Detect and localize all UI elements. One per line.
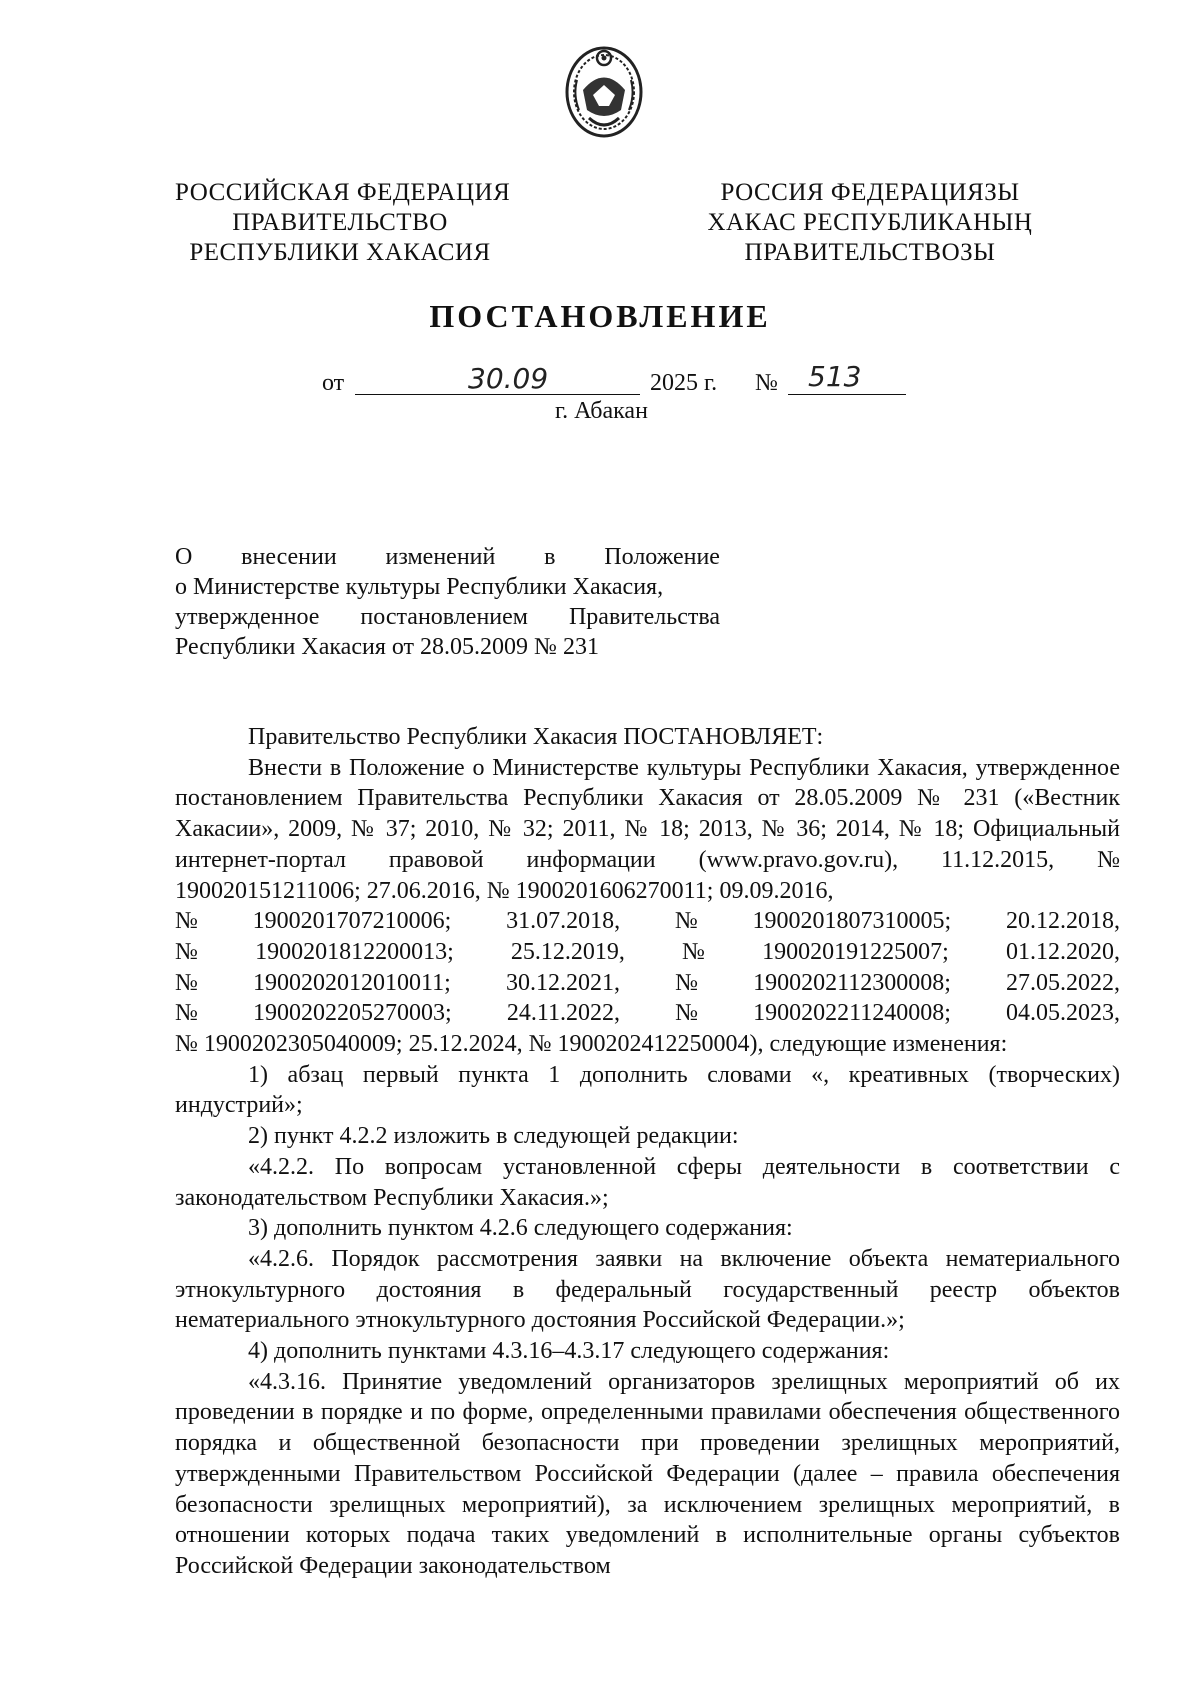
reg-cell: 01.12.2020, [1005,938,1120,965]
reg-cell: № [175,969,198,996]
reg-cell: № [674,908,698,935]
reg-cell: 1900201707210006; [252,908,452,935]
amendment-item-4-text: «4.3.16. Принятие уведомлений организаторов зрелищных мероприятий об их проведении в порядке и по форме, определенными правилами обеспечения общественного порядка и общественной безопасности при проведении зрелищных мероприятий, утвержденными Правительством Российской Федерации (далее – правила обеспечения безопасности зрелищных мероприятий), за исключением зрелищных мероприятий, в отношении которых подача таких уведомлений в исполнительные органы субъектов Российской Федерации законодательством [175,1368,1120,1579]
reg-cell: № [682,938,705,965]
registration-line [175,968,1120,999]
reg-cell: № [175,908,198,935]
subject-word: утвержденное [175,604,320,630]
subject-word: Положение [604,544,720,570]
header-right-line-1: РОССИЯ ФЕДЕРАЦИЯЗЫ [720,179,1020,206]
reg-cell: № [675,969,698,996]
reg-cell: № [175,938,198,965]
reg-cell: 25.12.2019, [510,938,625,965]
reg-cell: 1900201812200013; [255,938,454,965]
subject-word: изменений [385,544,496,570]
registration-line [175,937,1120,968]
header-right-line-2: ХАКАС РЕСПУБЛИКАНЫҢ [707,209,1033,236]
intro-paragraph: Внести в Положение о Министерстве культуры Республики Хакасия, утвержденное постановлением Правительства Республики Хакасия от 28.05.2009 № 231 («Вестник Хакасии», 2009, № 37; 2010, № 32; 2011, № 18; 2013, № 36; 2014, № 18; Официальный интернет-портал правовой информации (www.pravo.gov.ru), 11.12.2015, № 190020151211006; 27.06.2016, № 1900201606270011; 09.09.2016, [175,754,1120,904]
reg-cell: 1900202112300008; [753,969,951,996]
reg-cell: 30.12.2021, [505,969,620,996]
amendment-item-3-text: «4.2.6. Порядок рассмотрения заявки на включение объекта нематериального этнокультурного достояния в федеральный государственный реестр объектов нематериального этнокультурного достояния Российской Федерации.»; [175,1245,1120,1334]
city-label: г. Абакан [555,398,648,424]
number-handwritten: 513 [808,360,862,393]
subject-line-3 [175,602,720,632]
subject-word: внесении [241,544,337,570]
reg-cell: 31.07.2018, [506,908,621,935]
header-right [705,178,1035,268]
reg-cell: 20.12.2018, [1005,908,1120,935]
document-type-title: ПОСТАНОВЛЕНИЕ [429,298,771,334]
amendment-item-3: 3) дополнить пунктом 4.2.6 следующего содержания: [248,1215,793,1242]
reg-cell: 1900201807310005; [752,908,952,935]
reg-cell: 04.05.2023, [1006,1000,1120,1027]
year-text: 2025 г. [650,370,718,396]
reg-cell: 1900202205270003; [253,1000,452,1027]
subject-line-1 [175,542,720,572]
subject-word: Правительства [568,604,720,630]
reg-cell: № [175,1000,198,1027]
preamble: Правительство Республики Хакасия ПОСТАНОВЛЯЕТ: [248,724,824,750]
subject-line-4: Республики Хакасия от 28.05.2009 № 231 [175,634,599,660]
number-sign: № [755,370,778,396]
header-left-line-1: РОССИЙСКАЯ ФЕДЕРАЦИЯ [175,179,511,206]
subject-word: О [175,544,193,570]
reg-cell: № [675,1000,698,1027]
reg-cell: 24.11.2022, [506,1000,620,1027]
document-body [175,722,1120,1582]
intro-end: № 1900202305040009; 25.12.2024, № 1900202412250004), следующие изменения: [175,1031,1008,1058]
amendment-item-2: 2) пункт 4.2.2 изложить в следующей редакции: [248,1123,739,1150]
reg-cell: 27.05.2022, [1006,969,1120,996]
subject-word: постановлением [360,604,528,630]
reg-cell: 1900202012010011; [253,969,451,996]
header-right-line-3: ПРАВИТЕЛЬСТВОЗЫ [744,239,996,266]
reg-cell: 190020191225007; [762,938,949,965]
number-underline [788,394,906,395]
amendment-item-4: 4) дополнить пунктами 4.3.16–4.3.17 следующего содержания: [248,1338,890,1365]
subject-word: в [544,544,556,570]
amendment-item-1: 1) абзац первый пункта 1 дополнить словами «, креативных (творческих) индустрий»; [175,1061,1120,1119]
subject-line-2: о Министерстве культуры Республики Хакасия, [175,574,664,600]
header-left-line-3: РЕСПУБЛИКИ ХАКАСИЯ [189,239,491,266]
document-subject [175,542,720,662]
header-left-line-2: ПРАВИТЕЛЬСТВО [232,209,448,236]
date-prefix: от [322,370,345,396]
header-left [175,178,511,268]
coat-of-arms-emblem [563,40,645,140]
amendment-item-2-text: «4.2.2. По вопросам установленной сферы деятельности в соответствии с законодательством Республики Хакасия.»; [175,1153,1120,1211]
registration-line [175,906,1120,937]
registration-line [175,998,1120,1029]
reg-cell: 1900202211240008; [753,1000,951,1027]
date-handwritten: 30.09 [468,362,549,395]
